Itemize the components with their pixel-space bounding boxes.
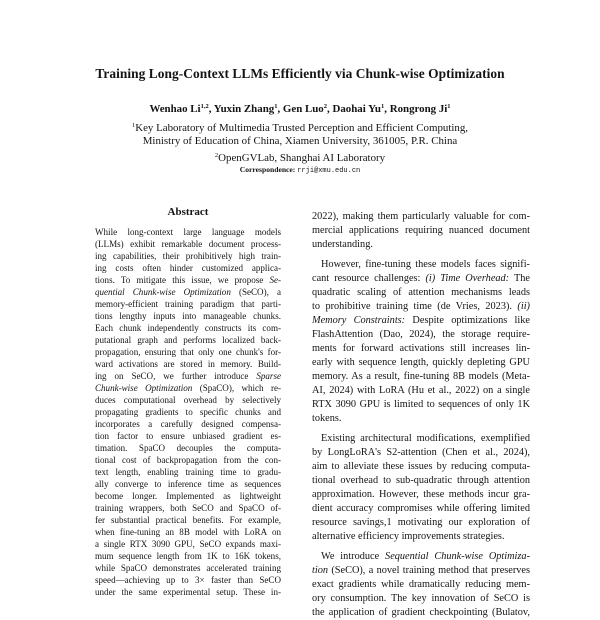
affiliation-text: Key Laboratory of Multimedia Trusted Perception and Efficient Computing, — [135, 122, 469, 134]
intro-line: 2022), making them particularly valuable for com- — [312, 211, 530, 222]
author-affil-mark: 1 — [381, 103, 385, 110]
abstract-line: ing on SeCO, we further introduce Sparse — [95, 371, 281, 381]
intro-line: Memory Constraints: Despite optimizations like — [312, 315, 530, 326]
affiliation-line — [0, 119, 600, 135]
abstract-line: a single RTX 3090 GPU, SeCO expands maxi- — [95, 539, 281, 549]
author-name: Gen Luo — [282, 103, 324, 115]
intro-line: mercial applications requiring nuanced document — [312, 225, 530, 236]
abstract-line: ward activations are stored in memory. Build- — [95, 359, 281, 369]
intro-line: ory consumption. The key innovation of SeCO is — [312, 593, 530, 604]
abstract-line: (LLMs) exhibit remarkable document process- — [95, 239, 281, 249]
intro-line: cant resource challenges: (i) Time Overhead: The — [312, 273, 530, 284]
intro-line: dient accuracy compromises while offering limited — [312, 503, 530, 514]
correspondence-email[interactable]: rrji@xmu.edu.cn — [297, 167, 361, 175]
abstract-line: tions. To mitigate this issue, we propose Se- — [95, 275, 281, 285]
abstract-line: memory-efficient training paradigm that parti- — [95, 299, 281, 309]
correspondence-label: Correspondence: — [239, 165, 296, 174]
abstract-line: under the same experimental setup. These in- — [95, 587, 281, 597]
intro-line: exact gradients while dramatically reducing mem- — [312, 579, 530, 590]
author-list: Wenhao Li$^{1,2}$, Yuxin Zhang$^1$, Gen Luo$^2$, Daohai Yu$^1$, Rongrong Ji$^1$ — [149, 103, 451, 115]
intro-line: quadratic scaling of attention mechanisms leads — [312, 287, 530, 298]
author-name: Wenhao Li — [149, 103, 201, 115]
abstract-line: Each chunk independently constructs its com- — [95, 323, 281, 333]
abstract-line: timation. SpaCO decouples the computa- — [95, 443, 281, 453]
intro-line: approximation. However, these methods incur gra- — [312, 489, 530, 500]
intro-line: the application of gradient checkpointing (Bulatov, — [312, 607, 530, 618]
intro-line: understanding. — [312, 239, 373, 250]
intro-line: by LongLoRA's S2-attention (Chen et al., 2024), — [312, 447, 530, 458]
abstract-line: while SpaCO demonstrates accelerated training — [95, 563, 281, 573]
author-affil-mark: 1,2 — [200, 103, 209, 110]
abstract-line: incorporates a carefully designed compensa- — [95, 419, 281, 429]
abstract-line: putational graph and performs localized back- — [95, 335, 281, 345]
abstract-line: tions lengthy inputs into manageable chunks. — [95, 311, 281, 321]
abstract-line: training wrappers, both SeCO and SpaCO of- — [95, 503, 281, 513]
intro-line: tional overhead to sub-quadratic through attention — [312, 475, 530, 486]
abstract-line: tional cost of backpropagation from the con- — [95, 455, 281, 465]
intro-line: alternative efficiency improvements strategies. — [312, 531, 505, 542]
affiliation-text: OpenGVLab, Shanghai AI Laboratory — [218, 152, 386, 164]
intro-line: memory. As a result, fine-tuning 8B models (Meta- — [312, 371, 530, 382]
correspondence — [0, 165, 600, 175]
abstract-line: when fine-tuning an 8B model with LoRA on — [95, 527, 281, 537]
abstract-line: speed—achieving up to 3× faster than SeCO — [95, 575, 281, 585]
affil-mark: 1 — [131, 122, 136, 129]
intro-line: to prohibitive training time (de Vries, 2023). (ii) — [312, 301, 530, 312]
intro-line: Existing architectural modifications, exemplified — [321, 433, 530, 444]
intro-line: However, fine-tuning these models faces signifi- — [321, 259, 530, 270]
abstract-line: While long-context large language models — [95, 227, 281, 237]
abstract-line: quential Chunk-wise Optimization (SeCO), a — [95, 287, 281, 297]
abstract-line: propagation, ensuring that only one chunk's for- — [95, 347, 281, 357]
affiliation-text: Ministry of Education of China, Xiamen University, 361005, P.R. China — [142, 135, 458, 147]
author-affil-mark: 2 — [323, 103, 328, 110]
intro-line: aim to alleviate these issues by reducing computa- — [312, 461, 530, 472]
abstract-line: ing costs often hinder customized applica- — [95, 263, 281, 273]
paper-title: Training Long-Context LLMs Efficiently via Chunk-wise Optimization — [95, 66, 505, 81]
intro-line: RTX 3090 GPU is limited to sequences of only 1K — [312, 399, 530, 410]
author-affil-mark: 1 — [447, 103, 451, 110]
intro-line: early with sequence length, quickly depleting GPU — [312, 357, 530, 368]
intro-line: resource savings,1 motivating our exploration of — [312, 517, 530, 528]
abstract-line: ally converge to inference time as sequences — [95, 479, 281, 489]
abstract-line: text length, enabling training time to gradu- — [95, 467, 281, 477]
intro-line: We introduce Sequential Chunk-wise Optimiza- — [321, 551, 531, 562]
affiliation-line — [0, 135, 600, 148]
author-affil-mark: 1 — [274, 103, 278, 110]
abstract-line: fer substantial practical benefits. For example, — [95, 515, 281, 525]
abstract-line: tion factor to ensure unbiased gradient es- — [95, 431, 281, 441]
affil-mark: 2 — [214, 152, 219, 159]
abstract-line: ing capabilities, their prohibitively high train- — [95, 251, 281, 261]
abstract-heading: Abstract — [167, 206, 209, 218]
intro-line: FlashAttention (Dao, 2024), the storage require- — [312, 329, 530, 340]
author-name: Yuxin Zhang — [213, 103, 275, 115]
intro-line: tion (SeCO), a novel training method that preserves — [312, 565, 530, 576]
intro-line: ments for forward activations still increases lin- — [312, 343, 530, 354]
abstract-line: become longer. Implemented as lightweight — [95, 491, 281, 501]
intro-line: AI, 2024) with LoRA (Hu et al., 2022) on a single — [312, 385, 530, 396]
author-name: Rongrong Ji — [389, 103, 448, 115]
abstract-line: propagating gradients to specific chunks and — [95, 407, 281, 417]
intro-line: tokens. — [312, 413, 342, 424]
abstract-line: Chunk-wise Optimization (SpaCO), which re- — [95, 383, 281, 393]
author-name: Daohai Yu — [332, 103, 381, 115]
affiliation-line — [0, 149, 600, 165]
abstract-line: duces computational overhead by selectively — [95, 395, 281, 405]
abstract-line: mum sequence length from 1K to 16K tokens, — [95, 551, 281, 561]
